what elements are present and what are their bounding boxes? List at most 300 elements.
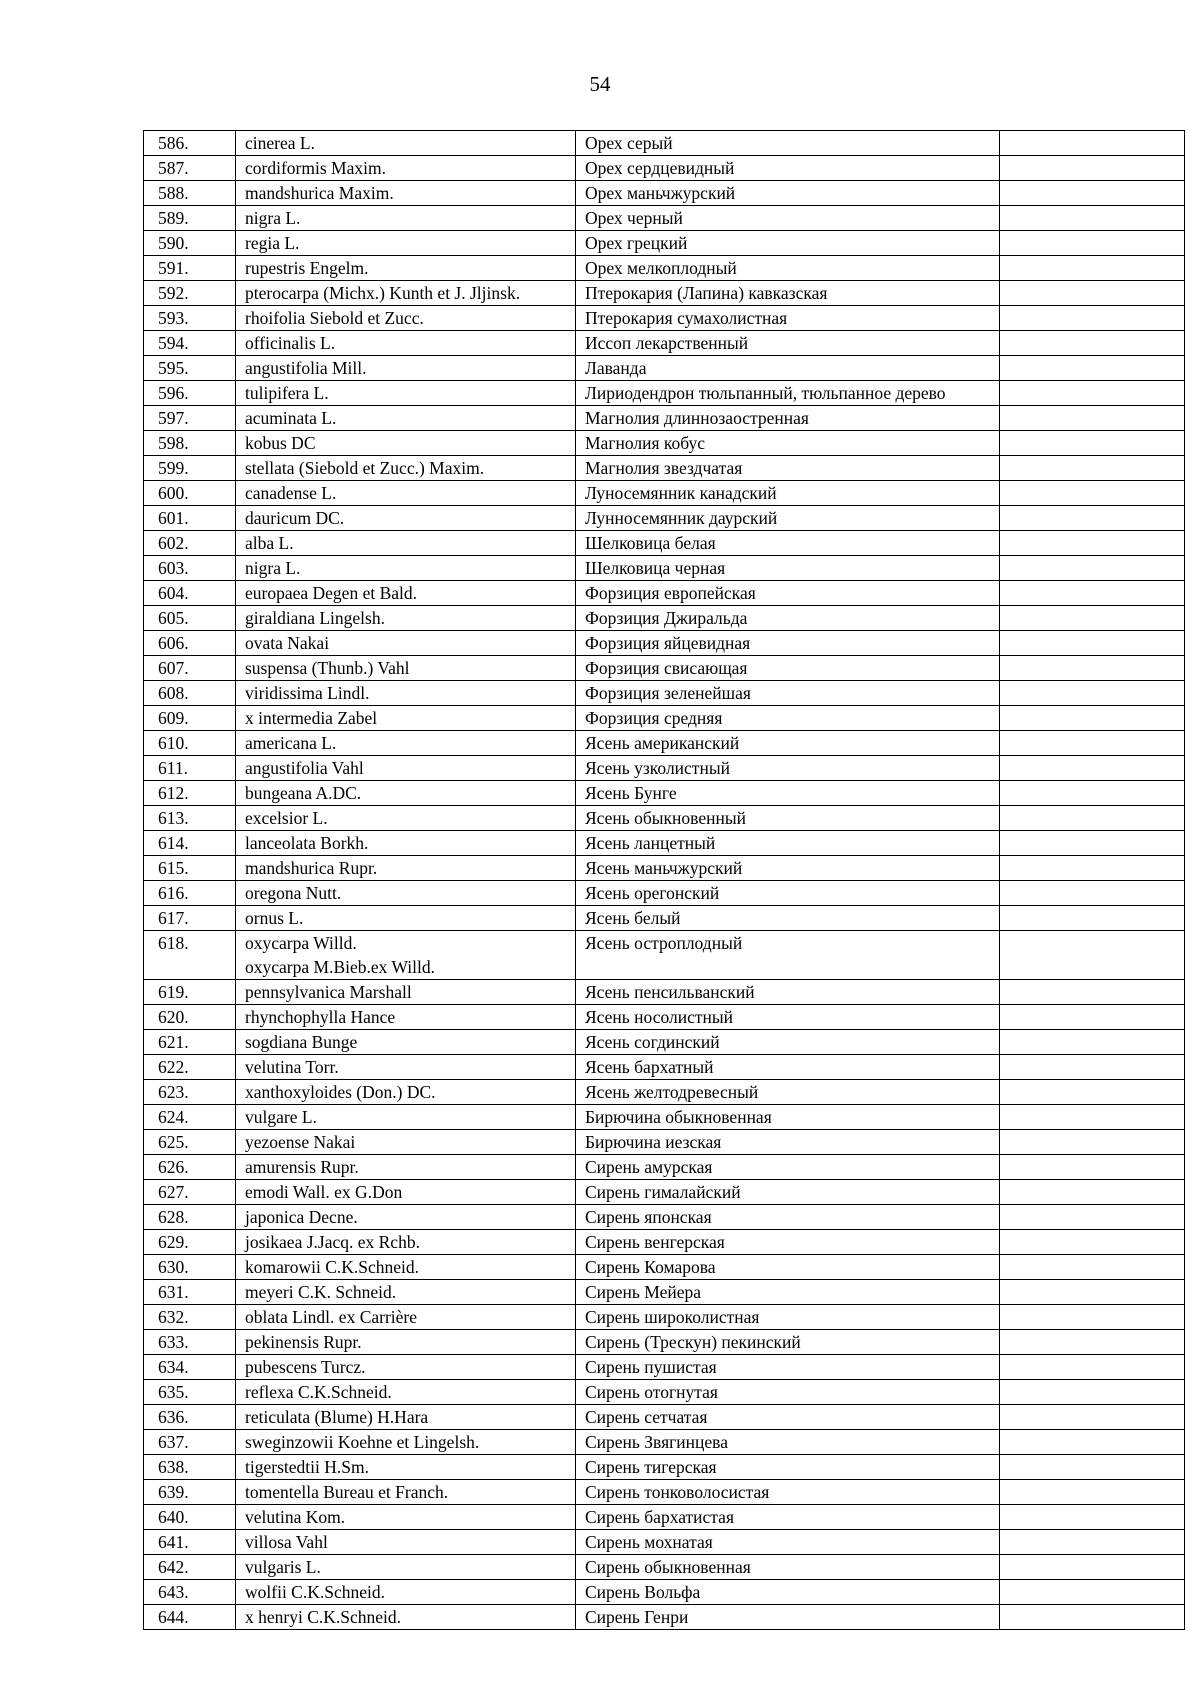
- row-number: 639.: [144, 1480, 236, 1505]
- row-number: 614.: [144, 831, 236, 856]
- row-number: 598.: [144, 431, 236, 456]
- latin-name-cell: [236, 206, 576, 231]
- latin-name-cell: [236, 1155, 576, 1180]
- russian-name: Сирень обыкновенная: [576, 1555, 1000, 1580]
- russian-name: Магнолия кобус: [576, 431, 1000, 456]
- empty-cell: [1000, 1080, 1185, 1105]
- empty-cell: [1000, 1555, 1185, 1580]
- russian-name: Форзиция зеленейшая: [576, 681, 1000, 706]
- russian-name: Форзиция средняя: [576, 706, 1000, 731]
- table-row: [144, 256, 1185, 281]
- table-row: [144, 906, 1185, 931]
- russian-name: Орех маньчжурский: [576, 181, 1000, 206]
- table-row: [144, 1205, 1185, 1230]
- latin-name-cell: [236, 1230, 576, 1255]
- latin-name: sweginzowii Koehne et Lingelsh.: [245, 1432, 480, 1452]
- table-row: [144, 1230, 1185, 1255]
- russian-name: Ясень согдинский: [576, 1030, 1000, 1055]
- russian-name: Форзиция европейская: [576, 581, 1000, 606]
- latin-name: velutina Kom.: [245, 1507, 346, 1527]
- table-row: [144, 431, 1185, 456]
- table-row: [144, 456, 1185, 481]
- russian-name: Ясень узколистный: [576, 756, 1000, 781]
- russian-name: Ясень белый: [576, 906, 1000, 931]
- table-row: [144, 1080, 1185, 1105]
- row-number: 618.: [144, 931, 236, 980]
- latin-name: wolfii C.K.Schneid.: [245, 1582, 385, 1602]
- row-number: 607.: [144, 656, 236, 681]
- table-row: [144, 1055, 1185, 1080]
- latin-name-cell: [236, 1030, 576, 1055]
- latin-name-cell: [236, 306, 576, 331]
- latin-name-cell: [236, 256, 576, 281]
- empty-cell: [1000, 281, 1185, 306]
- empty-cell: [1000, 1055, 1185, 1080]
- table-row: [144, 1255, 1185, 1280]
- russian-name: Сирень пушистая: [576, 1355, 1000, 1380]
- row-number: 603.: [144, 556, 236, 581]
- row-number: 596.: [144, 381, 236, 406]
- row-number: 635.: [144, 1380, 236, 1405]
- table-row: [144, 681, 1185, 706]
- table-row: [144, 231, 1185, 256]
- empty-cell: [1000, 606, 1185, 631]
- latin-name-cell: [236, 181, 576, 206]
- row-number: 638.: [144, 1455, 236, 1480]
- russian-name: Шелковица белая: [576, 531, 1000, 556]
- empty-cell: [1000, 1605, 1185, 1630]
- latin-name-cell: [236, 456, 576, 481]
- latin-name-cell: [236, 731, 576, 756]
- table-row: [144, 356, 1185, 381]
- empty-cell: [1000, 980, 1185, 1005]
- latin-name: oblata Lindl. ex Carrière: [245, 1307, 418, 1327]
- row-number: 597.: [144, 406, 236, 431]
- table-row: [144, 1405, 1185, 1430]
- row-number: 590.: [144, 231, 236, 256]
- row-number: 642.: [144, 1555, 236, 1580]
- latin-name-cell: [236, 131, 576, 156]
- empty-cell: [1000, 1155, 1185, 1180]
- table-row: [144, 156, 1185, 181]
- empty-cell: [1000, 1455, 1185, 1480]
- latin-name-cell: [236, 1205, 576, 1230]
- latin-name: angustifolia Vahl: [245, 758, 364, 778]
- russian-name: Орех сердцевидный: [576, 156, 1000, 181]
- russian-name: Лаванда: [576, 356, 1000, 381]
- table-row: [144, 281, 1185, 306]
- latin-name-cell: [236, 1105, 576, 1130]
- latin-name: x henryi C.K.Schneid.: [245, 1607, 402, 1627]
- russian-name: Сирень Генри: [576, 1605, 1000, 1630]
- latin-name: velutina Torr.: [245, 1057, 339, 1077]
- row-number: 631.: [144, 1280, 236, 1305]
- latin-name-cell: [236, 481, 576, 506]
- latin-name: bungeana A.DC.: [245, 783, 362, 803]
- row-number: 626.: [144, 1155, 236, 1180]
- row-number: 611.: [144, 756, 236, 781]
- latin-name-cell: [236, 856, 576, 881]
- table-row: [144, 1505, 1185, 1530]
- latin-name-cell: [236, 381, 576, 406]
- latin-name-cell: [236, 1605, 576, 1630]
- latin-name-cell: [236, 231, 576, 256]
- russian-name: Лунносемянник даурский: [576, 506, 1000, 531]
- row-number: 602.: [144, 531, 236, 556]
- row-number: 589.: [144, 206, 236, 231]
- row-number: 630.: [144, 1255, 236, 1280]
- latin-name-cell: [236, 756, 576, 781]
- table-row: [144, 1155, 1185, 1180]
- empty-cell: [1000, 506, 1185, 531]
- russian-name: Луносемянник канадский: [576, 481, 1000, 506]
- row-number: 633.: [144, 1330, 236, 1355]
- latin-name: x intermedia Zabel: [245, 708, 378, 728]
- russian-name: Ясень орегонский: [576, 881, 1000, 906]
- latin-name: meyeri C.K. Schneid.: [245, 1282, 397, 1302]
- latin-name-cell: [236, 1055, 576, 1080]
- empty-cell: [1000, 1280, 1185, 1305]
- latin-name-cell: [236, 1330, 576, 1355]
- latin-name: pekinensis Rupr.: [245, 1332, 362, 1352]
- page-number: 54: [589, 72, 611, 96]
- row-number: 592.: [144, 281, 236, 306]
- latin-name: xanthoxyloides (Don.) DC.: [245, 1082, 436, 1102]
- empty-cell: [1000, 381, 1185, 406]
- table-row: [144, 931, 1185, 980]
- empty-cell: [1000, 256, 1185, 281]
- empty-cell: [1000, 706, 1185, 731]
- latin-name: pennsylvanica Marshall: [245, 982, 412, 1002]
- table-row: [144, 306, 1185, 331]
- row-number: 615.: [144, 856, 236, 881]
- row-number: 629.: [144, 1230, 236, 1255]
- row-number: 619.: [144, 980, 236, 1005]
- empty-cell: [1000, 531, 1185, 556]
- table-row: [144, 881, 1185, 906]
- empty-cell: [1000, 481, 1185, 506]
- table-row: [144, 1605, 1185, 1630]
- empty-cell: [1000, 1030, 1185, 1055]
- russian-name: Сирень амурская: [576, 1155, 1000, 1180]
- russian-name: Форзиция яйцевидная: [576, 631, 1000, 656]
- empty-cell: [1000, 1105, 1185, 1130]
- row-number: 593.: [144, 306, 236, 331]
- table-row: [144, 806, 1185, 831]
- russian-name: Орех серый: [576, 131, 1000, 156]
- table-row: [144, 506, 1185, 531]
- russian-name: Ясень бархатный: [576, 1055, 1000, 1080]
- latin-name: oxycarpa Willd.: [245, 933, 357, 953]
- latin-name-cell: [236, 406, 576, 431]
- latin-name-cell: [236, 1455, 576, 1480]
- russian-name: Магнолия длиннозаостренная: [576, 406, 1000, 431]
- empty-cell: [1000, 756, 1185, 781]
- table-row: [144, 556, 1185, 581]
- table-row: [144, 581, 1185, 606]
- table-row: [144, 1480, 1185, 1505]
- latin-name-cell: [236, 1505, 576, 1530]
- latin-name-cell: [236, 906, 576, 931]
- empty-cell: [1000, 1330, 1185, 1355]
- latin-name: komarowii C.K.Schneid.: [245, 1257, 420, 1277]
- russian-name: Ясень Бунге: [576, 781, 1000, 806]
- latin-name: pterocarpa (Michx.) Kunth et J. Jljinsk.: [245, 283, 521, 303]
- latin-name: lanceolata Borkh.: [245, 833, 369, 853]
- row-number: 595.: [144, 356, 236, 381]
- russian-name: Сирень мохнатая: [576, 1530, 1000, 1555]
- row-number: 587.: [144, 156, 236, 181]
- row-number: 610.: [144, 731, 236, 756]
- russian-name: Ясень американский: [576, 731, 1000, 756]
- table-row: [144, 206, 1185, 231]
- latin-name-cell: [236, 531, 576, 556]
- russian-name: Сирень отогнутая: [576, 1380, 1000, 1405]
- latin-name-cell: [236, 706, 576, 731]
- latin-name-cell: [236, 1005, 576, 1030]
- russian-name: Сирень Вольфа: [576, 1580, 1000, 1605]
- row-number: 627.: [144, 1180, 236, 1205]
- latin-name: excelsior L.: [245, 808, 328, 828]
- table-row: [144, 1455, 1185, 1480]
- row-number: 634.: [144, 1355, 236, 1380]
- table-row: [144, 1530, 1185, 1555]
- latin-name: reflexa C.K.Schneid.: [245, 1382, 392, 1402]
- latin-name: stellata (Siebold et Zucc.) Maxim.: [245, 458, 485, 478]
- table-row: [144, 1305, 1185, 1330]
- latin-name-cell: [236, 506, 576, 531]
- empty-cell: [1000, 906, 1185, 931]
- latin-name-cell: [236, 681, 576, 706]
- latin-name: ornus L.: [245, 908, 304, 928]
- latin-name-cell: [236, 156, 576, 181]
- russian-name: Сирень (Трескун) пекинский: [576, 1330, 1000, 1355]
- latin-name-cell: [236, 831, 576, 856]
- latin-name-cell: [236, 281, 576, 306]
- latin-name: oregona Nutt.: [245, 883, 342, 903]
- latin-name-cell: [236, 1430, 576, 1455]
- empty-cell: [1000, 156, 1185, 181]
- latin-name: acuminata L.: [245, 408, 337, 428]
- latin-name: kobus DC: [245, 433, 316, 453]
- latin-name: giraldiana Lingelsh.: [245, 608, 385, 628]
- table-body: [144, 131, 1185, 1630]
- empty-cell: [1000, 231, 1185, 256]
- row-number: 636.: [144, 1405, 236, 1430]
- table-row: [144, 1030, 1185, 1055]
- empty-cell: [1000, 831, 1185, 856]
- table-row: [144, 706, 1185, 731]
- russian-name: Орех грецкий: [576, 231, 1000, 256]
- latin-name: villosa Vahl: [245, 1532, 328, 1552]
- latin-name-cell: [236, 1305, 576, 1330]
- empty-cell: [1000, 1305, 1185, 1330]
- row-number: 605.: [144, 606, 236, 631]
- table-row: [144, 1105, 1185, 1130]
- empty-cell: [1000, 631, 1185, 656]
- latin-name: tomentella Bureau et Franch.: [245, 1482, 449, 1502]
- table-row: [144, 656, 1185, 681]
- latin-name: ovata Nakai: [245, 633, 330, 653]
- russian-name: Шелковица черная: [576, 556, 1000, 581]
- empty-cell: [1000, 181, 1185, 206]
- table-row: [144, 381, 1185, 406]
- empty-cell: [1000, 931, 1185, 980]
- russian-name: Бирючина иезская: [576, 1130, 1000, 1155]
- latin-name-cell: [236, 581, 576, 606]
- latin-name: rhynchophylla Hance: [245, 1007, 396, 1027]
- russian-name: Лириодендрон тюльпанный, тюльпанное дерево: [576, 381, 1000, 406]
- empty-cell: [1000, 731, 1185, 756]
- table-row: [144, 1180, 1185, 1205]
- latin-name-cell: [236, 431, 576, 456]
- empty-cell: [1000, 681, 1185, 706]
- table-row: [144, 1330, 1185, 1355]
- russian-name: Ясень остроплодный: [576, 931, 1000, 980]
- russian-name: Сирень Комарова: [576, 1255, 1000, 1280]
- row-number: 600.: [144, 481, 236, 506]
- empty-cell: [1000, 431, 1185, 456]
- russian-name: Сирень тигерская: [576, 1455, 1000, 1480]
- empty-cell: [1000, 356, 1185, 381]
- table-row: [144, 756, 1185, 781]
- russian-name: Орех мелкоплодный: [576, 256, 1000, 281]
- empty-cell: [1000, 656, 1185, 681]
- latin-name: viridissima Lindl.: [245, 683, 370, 703]
- latin-name-cell: [236, 1480, 576, 1505]
- empty-cell: [1000, 456, 1185, 481]
- empty-cell: [1000, 856, 1185, 881]
- row-number: 591.: [144, 256, 236, 281]
- russian-name: Сирень бархатистая: [576, 1505, 1000, 1530]
- empty-cell: [1000, 1580, 1185, 1605]
- row-number: 621.: [144, 1030, 236, 1055]
- latin-name: nigra L.: [245, 558, 301, 578]
- latin-name: pubescens Turcz.: [245, 1357, 366, 1377]
- table-row: [144, 1355, 1185, 1380]
- latin-name: dauricum DC.: [245, 508, 345, 528]
- table-row: [144, 631, 1185, 656]
- russian-name: Сирень тонковолосистая: [576, 1480, 1000, 1505]
- russian-name: Орех черный: [576, 206, 1000, 231]
- row-number: 617.: [144, 906, 236, 931]
- empty-cell: [1000, 1430, 1185, 1455]
- row-number: 608.: [144, 681, 236, 706]
- table-row: [144, 531, 1185, 556]
- latin-name: suspensa (Thunb.) Vahl: [245, 658, 410, 678]
- latin-name: cordiformis Maxim.: [245, 158, 386, 178]
- empty-cell: [1000, 806, 1185, 831]
- latin-name-cell: [236, 1530, 576, 1555]
- table-row: [144, 606, 1185, 631]
- empty-cell: [1000, 1480, 1185, 1505]
- table-row: [144, 1280, 1185, 1305]
- latin-name: rhoifolia Siebold et Zucc.: [245, 308, 424, 328]
- row-number: 586.: [144, 131, 236, 156]
- russian-name: Бирючина обыкновенная: [576, 1105, 1000, 1130]
- table-row: [144, 831, 1185, 856]
- empty-cell: [1000, 881, 1185, 906]
- row-number: 623.: [144, 1080, 236, 1105]
- russian-name: Ясень желтодревесный: [576, 1080, 1000, 1105]
- table-row: [144, 181, 1185, 206]
- empty-cell: [1000, 581, 1185, 606]
- empty-cell: [1000, 1180, 1185, 1205]
- latin-name-cell: [236, 1380, 576, 1405]
- russian-name: Ясень носолистный: [576, 1005, 1000, 1030]
- latin-name-cell: [236, 1080, 576, 1105]
- russian-name: Сирень Мейера: [576, 1280, 1000, 1305]
- latin-name-cell: [236, 631, 576, 656]
- row-number: 641.: [144, 1530, 236, 1555]
- empty-cell: [1000, 1205, 1185, 1230]
- row-number: 622.: [144, 1055, 236, 1080]
- row-number: 594.: [144, 331, 236, 356]
- row-number: 620.: [144, 1005, 236, 1030]
- row-number: 601.: [144, 506, 236, 531]
- russian-name: Ясень пенсильванский: [576, 980, 1000, 1005]
- table-row: [144, 481, 1185, 506]
- species-table: [143, 130, 1185, 1630]
- russian-name: Форзиция свисающая: [576, 656, 1000, 681]
- row-number: 599.: [144, 456, 236, 481]
- russian-name: Сирень гималайский: [576, 1180, 1000, 1205]
- latin-name: tigerstedtii H.Sm.: [245, 1457, 369, 1477]
- empty-cell: [1000, 206, 1185, 231]
- latin-name: europaea Degen et Bald.: [245, 583, 418, 603]
- latin-name-cell: [236, 1130, 576, 1155]
- russian-name: Ясень маньчжурский: [576, 856, 1000, 881]
- table-row: [144, 406, 1185, 431]
- latin-name: tulipifera L.: [245, 383, 329, 403]
- row-number: 628.: [144, 1205, 236, 1230]
- table-row: [144, 731, 1185, 756]
- table-row: [144, 1130, 1185, 1155]
- row-number: 624.: [144, 1105, 236, 1130]
- latin-name: cinerea L.: [245, 133, 315, 153]
- row-number: 616.: [144, 881, 236, 906]
- empty-cell: [1000, 1505, 1185, 1530]
- latin-name: vulgaris L.: [245, 1557, 321, 1577]
- latin-name-cell: [236, 806, 576, 831]
- latin-name-cell: [236, 1355, 576, 1380]
- latin-name-cell: [236, 1405, 576, 1430]
- latin-name: vulgare L.: [245, 1107, 317, 1127]
- latin-name: reticulata (Blume) H.Hara: [245, 1407, 429, 1427]
- latin-name-alt: oxycarpa M.Bieb.ex Willd.: [245, 957, 435, 977]
- russian-name: Магнолия звездчатая: [576, 456, 1000, 481]
- row-number: 604.: [144, 581, 236, 606]
- latin-name-cell: [236, 931, 576, 980]
- table-row: [144, 1580, 1185, 1605]
- latin-name-cell: [236, 1280, 576, 1305]
- row-number: 613.: [144, 806, 236, 831]
- empty-cell: [1000, 781, 1185, 806]
- row-number: 637.: [144, 1430, 236, 1455]
- empty-cell: [1000, 1355, 1185, 1380]
- table-row: [144, 1430, 1185, 1455]
- russian-name: Птерокария сумахолистная: [576, 306, 1000, 331]
- table-row: [144, 331, 1185, 356]
- empty-cell: [1000, 1380, 1185, 1405]
- latin-name-cell: [236, 556, 576, 581]
- latin-name-cell: [236, 331, 576, 356]
- latin-name: mandshurica Rupr.: [245, 858, 378, 878]
- latin-name-cell: [236, 606, 576, 631]
- latin-name: josikaea J.Jacq. ex Rchb.: [245, 1232, 420, 1252]
- latin-name: amurensis Rupr.: [245, 1157, 359, 1177]
- latin-name-cell: [236, 1555, 576, 1580]
